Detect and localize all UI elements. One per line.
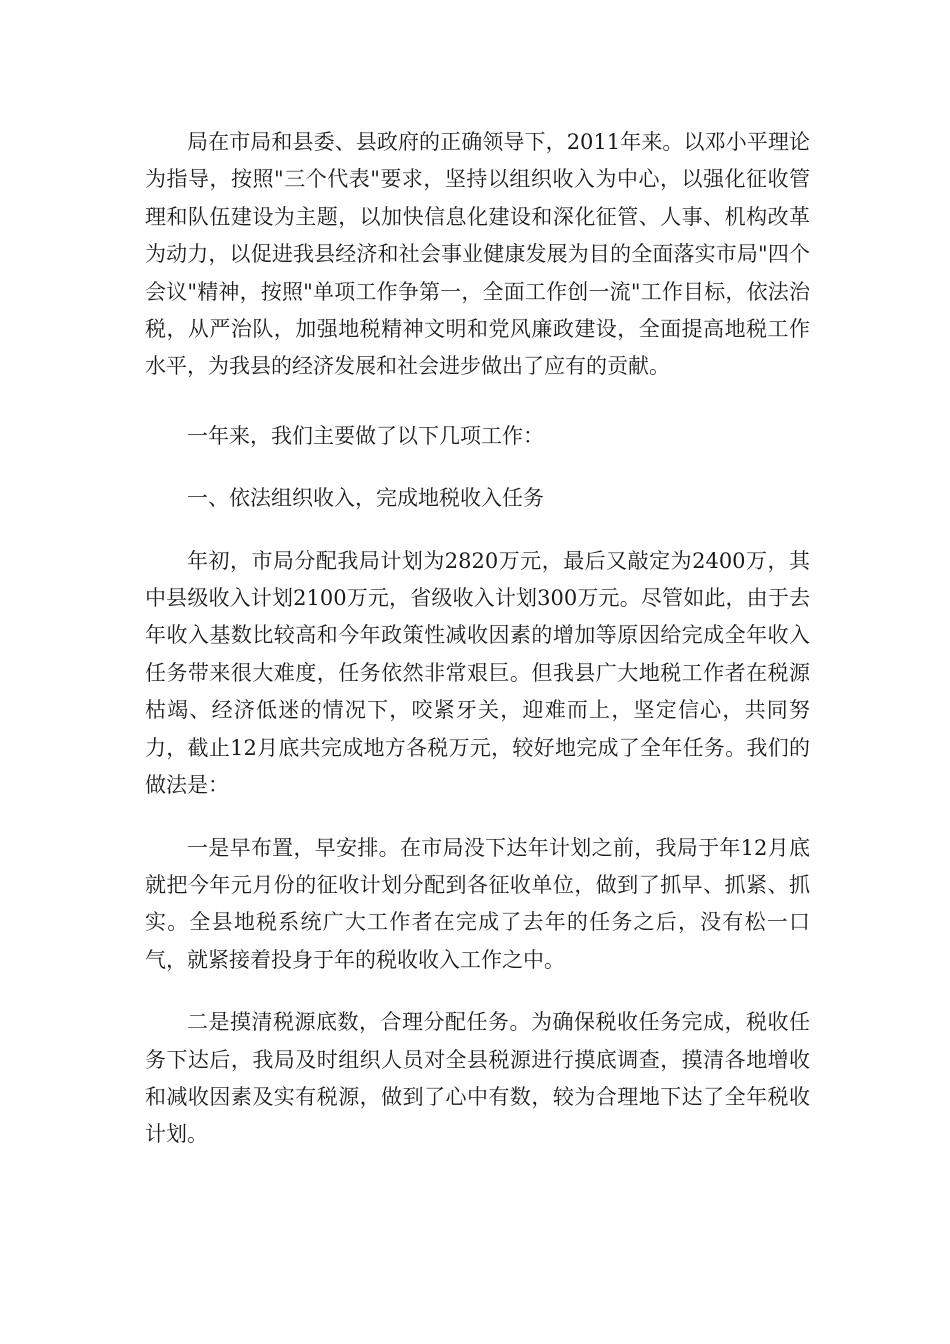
paragraph-early-arrangement: 一是早布置，早安排。在市局没下达年计划之前，我局于年12月底就把今年元月份的征收计划分配到各征收单位，做到了抓早、抓紧、抓实。全县地税系统广大工作者在完成了去年的任务之后，没有松一口气，就紧接着投身于年的税收收入工作之中。 (145, 835, 810, 972)
paragraph-revenue-plan: 年初，市局分配我局计划为2820万元，最后又敲定为2400万，其中县级收入计划2100万元，省级收入计划300万元。尽管如此，由于去年收入基数比较高和今年政策性减收因素的增加等原因给完成全年收入任务带来很大难度，任务依然非常艰巨。但我县广大地税工作者在税源枯竭、经济低迷的情况下，咬紧牙关，迎难而上，坚定信心，共同努力，截止12月底共完成地方各税万元，较好地完成了全年任务。我们的做法是： (145, 548, 810, 798)
section-heading-revenue: 一、依法组织收入，完成地税收入任务 (187, 486, 544, 511)
paragraph-intro: 局在市局和县委、县政府的正确领导下，2011年来。以邓小平理论为指导，按照"三个代表"要求，坚持以组织收入为中心，以强化征收管理和队伍建设为主题，以加快信息化建设和深化征管、人事、机构改革为动力，以促进我县经济和社会事业健康发展为目的全面落实市局"四个会议"精神，按照"单项工作争第一，全面工作创一流"工作目标，依法治税，从严治队，加强地税精神文明和党风廉政建设，全面提高地税工作水平，为我县的经济发展和社会进步做出了应有的贡献。 (145, 130, 810, 379)
paragraph-tax-source-survey: 二是摸清税源底数，合理分配任务。为确保税收任务完成，税收任务下达后，我局及时组织人员对全县税源进行摸底调查，摸清各地增收和减收因素及实有税源，做到了心中有数，较为合理地下达了全年税收计划。 (145, 1010, 810, 1147)
document-body (145, 124, 810, 1154)
paragraph-work-overview: 一年来，我们主要做了以下几项工作： (187, 423, 544, 448)
